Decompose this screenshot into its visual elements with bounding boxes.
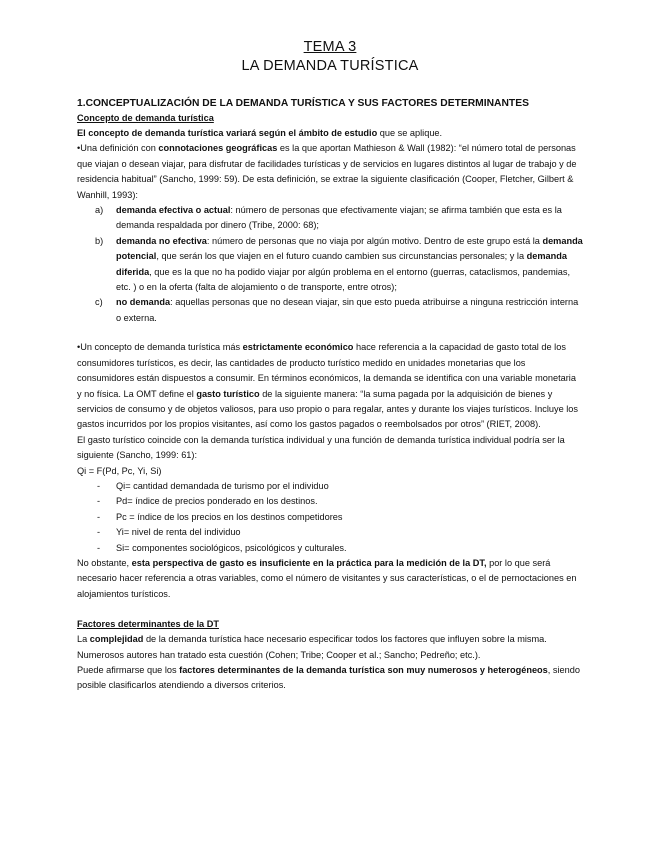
term-bold: demanda no efectiva xyxy=(116,235,207,246)
term-text: , que es la que no ha podido viajar por algún problema en el entorno (guerras, cataclismos, pandemias, etc. ) o en la oferta (falta de alojamiento o de transporte, entre otros); xyxy=(116,266,571,293)
function-paragraph: El gasto turístico coincide con la demanda turística individual y una función de demanda turística individual podría ser la siguiente (Sancho, 1999: 61): xyxy=(77,434,565,461)
list-marker: b) xyxy=(95,235,104,246)
variable-item xyxy=(77,541,583,556)
dash-marker: - xyxy=(97,542,101,553)
formula: Qi = F(Pd, Pc, Yi, Si) xyxy=(77,465,162,476)
list-marker: c) xyxy=(95,297,103,308)
intro-paragraph xyxy=(77,126,583,141)
def1-bold: connotaciones geográficas xyxy=(158,143,278,154)
term-text: , que serán los que viajen en el futuro cuando cambien sus circunstancias personales; y la xyxy=(156,251,527,262)
classification-item xyxy=(77,234,583,296)
intro-bold: El concepto de demanda turística variará según el ámbito de estudio xyxy=(77,128,378,138)
term-bold: no demanda xyxy=(116,297,171,308)
def2-text-a: •Un concepto de demanda turística más xyxy=(77,342,243,353)
variable-item xyxy=(77,494,583,509)
page-title: LA DEMANDA TURÍSTICA xyxy=(241,58,419,74)
term-bold: demanda efectiva o actual xyxy=(116,205,231,216)
classification-item xyxy=(77,203,583,234)
p2-text-c: , siendo posible clasificarlos atendiendo a diversos criterios. xyxy=(77,665,580,691)
p1-bold: complejidad xyxy=(89,634,144,645)
variable-item xyxy=(77,479,583,494)
economic-definition xyxy=(77,340,583,432)
variable-item xyxy=(77,525,583,540)
term-text: : número de personas que no viaja por algún motivo. Dentro de este grupo está la xyxy=(206,235,543,246)
spacer xyxy=(77,602,583,617)
classification-item xyxy=(77,295,583,326)
variable-item xyxy=(77,510,583,525)
p2-text-a: Puede afirmarse que los xyxy=(77,665,180,675)
document-page xyxy=(77,38,583,694)
dash-marker: - xyxy=(97,527,101,538)
variable-text: Si= componentes sociológicos, psicológicos y culturales. xyxy=(116,542,347,553)
variable-text: Pc = índice de los precios en los destinos competidores xyxy=(116,511,343,522)
term-bold: demanda diferida xyxy=(116,251,567,277)
dash-marker: - xyxy=(97,496,101,507)
term-text: : número de personas que efectivamente viajan; se afirma también que esta es la demanda respaldada por dinero (Tribe, 2000: 68); xyxy=(116,205,562,231)
def2-bold-b: estrictamente económico xyxy=(242,342,354,353)
factors-paragraph xyxy=(77,663,583,694)
p1-text-c: de la demanda turística hace necesario especificar todos los factores que influyen sobre la misma. Numerosos autores han tratado esta cuestión (Cohen; Tribe; Cooper et al.; Sancho; Pedreño; etc.). xyxy=(77,634,547,660)
intro-rest: que se aplique. xyxy=(377,128,443,138)
p1-text-a: La xyxy=(77,634,90,645)
def1-text-a: •Una definición con xyxy=(77,143,159,154)
variable-text: Yi= nivel de renta del individuo xyxy=(116,527,241,538)
classification-list xyxy=(77,203,583,326)
def2-text-e: de la siguiente manera: “la suma pagada por la adquisición de bienes y servicios de consumo y de objetos valiosos, para uso propio o para regalar, antes y durante los viajes turísticos. Incluye los gastos incurridos por los propios visitantes, así como los gastos pagados o reembolsados por otros” (RIET, 2008). xyxy=(77,388,578,430)
tema-label: TEMA 3 xyxy=(303,39,357,55)
note-text-c: por lo que será necesario hacer referencia a otras variables, como el número de visitantes y sus características, o el de pernoctaciones en alojamientos turísticos. xyxy=(77,557,577,599)
def2-text-c: hace referencia a la capacidad de gasto total de los consumidores turísticos, es decir, las cantidades de producto turístico medido en unidades monetarias que los consumidores están dispuestos a consumir. En términos económicos, la demanda se identifica con una variable monetaria y no física. La OMT define el xyxy=(77,342,576,399)
note-text-a: No obstante, xyxy=(77,557,132,568)
note-paragraph xyxy=(77,556,583,602)
dash-marker: - xyxy=(97,480,101,491)
def1-text-c: es la que aportan Mathieson & Wall (1982): “el número total de personas que viajan o desean viajar, para disfrutar de facilidades turísticas y de servicios en lugares distintos al lugar de trabajo y de residencia habitual” (Sancho, 1999: 59). De esta definición, se extrae la siguiente clasificación (Cooper, Fletcher, Gilbert & Wanhill, 1993): xyxy=(77,143,577,200)
variable-text: Pd= índice de precios ponderado en los destinos. xyxy=(116,496,318,507)
term-bold: demanda potencial xyxy=(116,235,583,262)
subheading-concepto: Concepto de demanda turística xyxy=(77,113,214,123)
complexity-paragraph xyxy=(77,632,583,663)
dash-marker: - xyxy=(97,511,101,522)
note-bold: esta perspectiva de gasto es insuficiente en la práctica para la medición de la DT, xyxy=(131,557,487,568)
p2-bold: factores determinantes de la demanda turística son muy numerosos y heterogéneos xyxy=(179,665,548,675)
variables-list xyxy=(77,479,583,556)
term-text: : aquellas personas que no desean viajar, sin que esto pueda atribuirse a ninguna restricción interna o externa. xyxy=(116,297,579,323)
spacer xyxy=(77,326,583,340)
geographic-definition xyxy=(77,141,583,203)
section-heading: 1.CONCEPTUALIZACIÓN DE LA DEMANDA TURÍSTICA Y SUS FACTORES DETERMINANTES xyxy=(77,98,529,109)
variable-text: Qi= cantidad demandada de turismo por el individuo xyxy=(116,480,329,491)
def2-bold-d: gasto turístico xyxy=(196,388,260,399)
subheading-factores: Factores determinantes de la DT xyxy=(77,619,219,630)
list-marker: a) xyxy=(95,205,104,216)
